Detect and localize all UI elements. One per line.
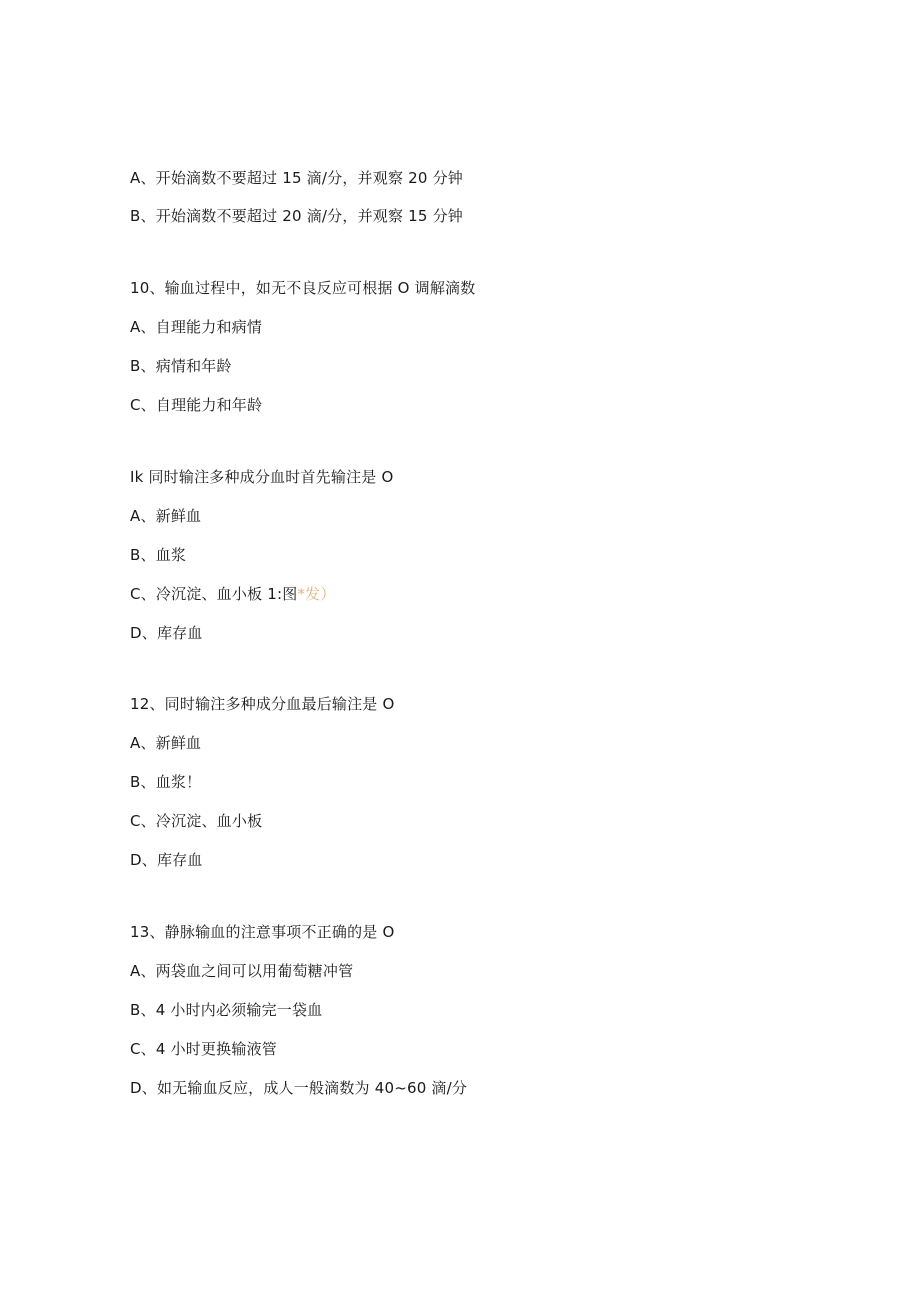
question-11: Ik 同时输注多种成分血时首先输注是 O — [130, 468, 394, 486]
option-b-q11: B、血浆 — [130, 546, 187, 564]
option-c-q10: C、自理能力和年龄 — [130, 396, 263, 414]
option-d-q12: D、库存血 — [130, 851, 203, 869]
question-12: 12、同时输注多种成分血最后输注是 O — [130, 695, 395, 713]
option-b-q12: B、血浆！ — [130, 773, 202, 791]
option-a-q11: A、新鲜血 — [130, 507, 202, 525]
option-b-q13: B、4 小时内必须输完一袋血 — [130, 1001, 323, 1019]
option-a-q12: A、新鲜血 — [130, 734, 202, 752]
option-c-q13: C、4 小时更换输液管 — [130, 1040, 277, 1058]
option-a-q9: A、开始滴数不要超过 15 滴/分，并观察 20 分钟 — [130, 169, 463, 187]
option-d-q13: D、如无输血反应，成人一般滴数为 40~60 滴/分 — [130, 1079, 468, 1097]
option-a-q10: A、自理能力和病情 — [130, 318, 263, 336]
faint-handwritten-mark: *发） — [297, 585, 336, 603]
option-c-q11-text: C、冷沉淀、血小板 1:图 — [130, 585, 298, 603]
option-c-q12: C、冷沉淀、血小板 — [130, 812, 263, 830]
option-c-q11 — [130, 584, 336, 604]
option-b-q9: B、开始滴数不要超过 20 滴/分，并观察 15 分钟 — [130, 207, 463, 225]
option-a-q13: A、两袋血之间可以用葡萄糖冲管 — [130, 962, 354, 980]
option-d-q11: D、库存血 — [130, 624, 203, 642]
option-b-q10: B、病情和年龄 — [130, 357, 232, 375]
question-10: 10、输血过程中，如无不良反应可根据 O 调解滴数 — [130, 279, 476, 297]
question-13: 13、静脉输血的注意事项不正确的是 O — [130, 923, 395, 941]
